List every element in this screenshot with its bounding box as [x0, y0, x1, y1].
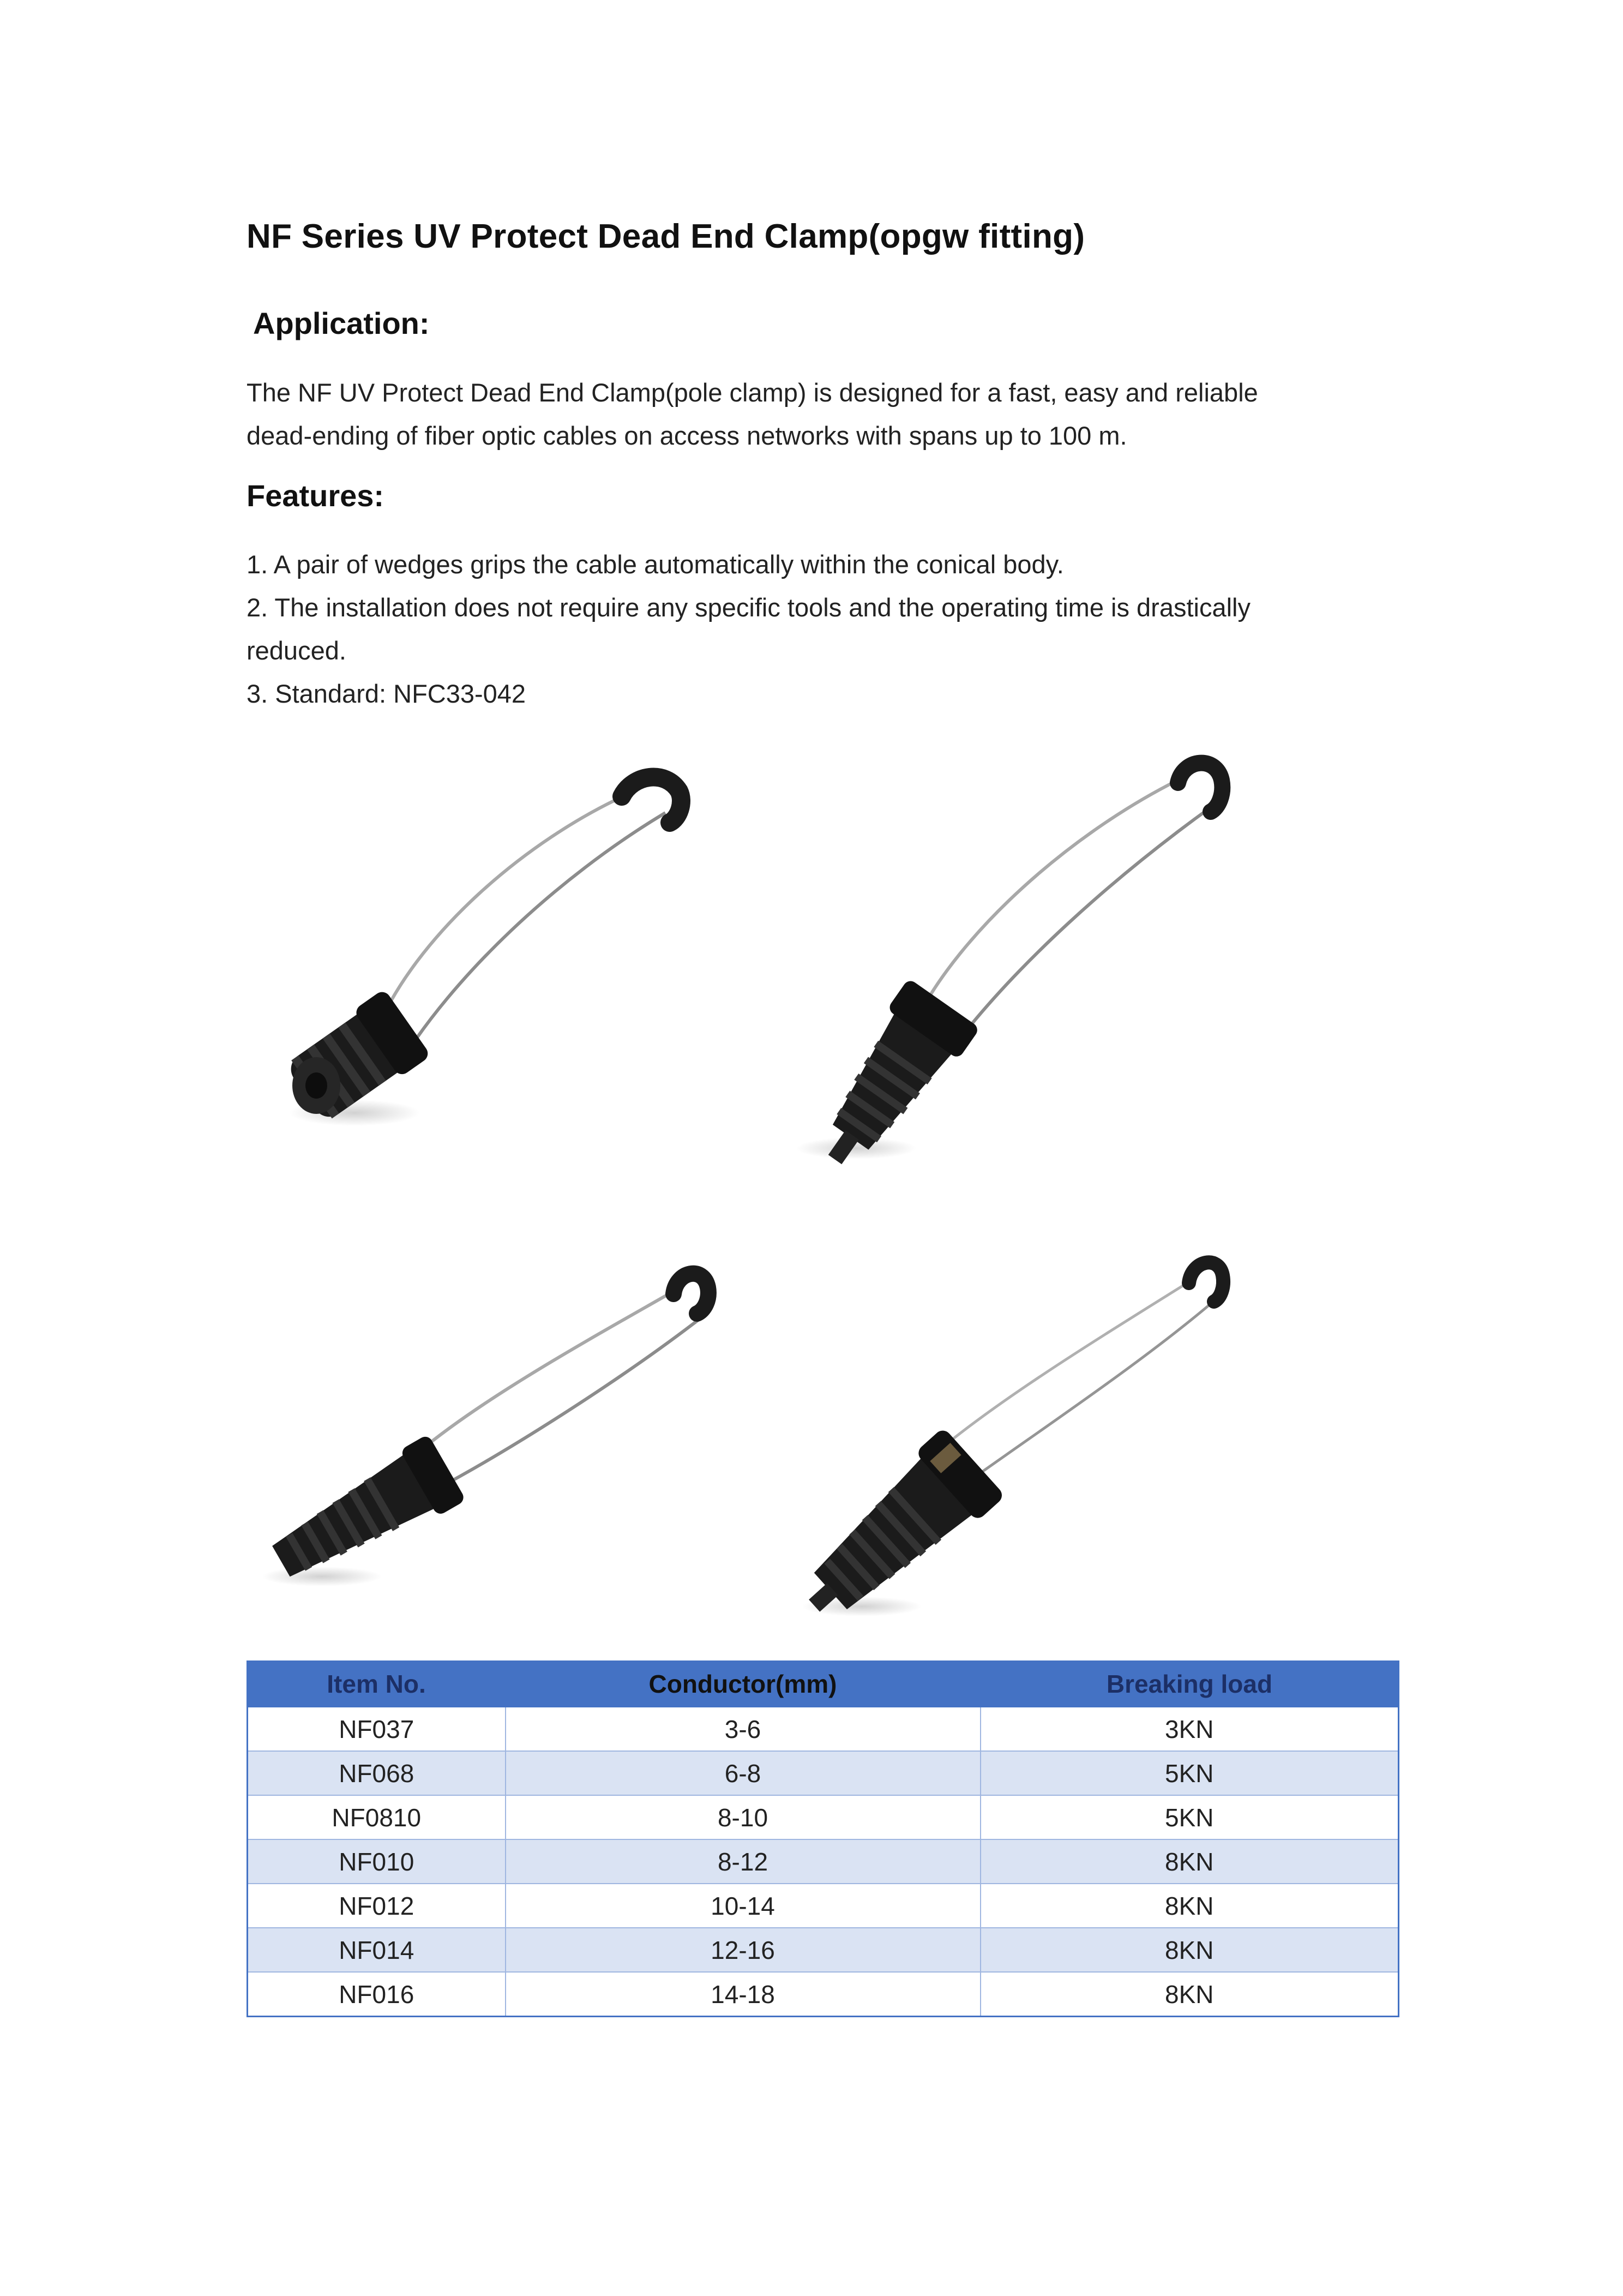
table-row	[248, 1972, 1399, 2017]
page-title: NF Series UV Protect Dead End Clamp(opgw fitting)	[247, 218, 1085, 255]
cell-conductor: 6-8	[506, 1751, 981, 1795]
cell-conductor: 8-12	[506, 1839, 981, 1884]
spec-table	[247, 1660, 1399, 2017]
table-row	[248, 1751, 1399, 1795]
cell-item-no: NF037	[248, 1707, 506, 1752]
feature-item-2-continued: reduced.	[247, 636, 346, 665]
table-row	[248, 1928, 1399, 1972]
feature-item-3: 3. Standard: NFC33-042	[247, 679, 526, 708]
dead-end-clamp-photo-1	[273, 758, 698, 1151]
cell-breaking-load: 8KN	[981, 1972, 1399, 2017]
cell-item-no: NF010	[248, 1839, 506, 1884]
table-row	[248, 1884, 1399, 1928]
column-header-item-no: Item No.	[248, 1662, 506, 1707]
application-text-line-2: dead-ending of fiber optic cables on access networks with spans up to 100 m.	[247, 421, 1127, 450]
column-header-breaking-load: Breaking load	[981, 1662, 1399, 1707]
cell-conductor: 8-10	[506, 1795, 981, 1839]
table-row	[248, 1795, 1399, 1839]
cell-breaking-load: 5KN	[981, 1795, 1399, 1839]
cell-breaking-load: 3KN	[981, 1707, 1399, 1752]
feature-item-2: 2. The installation does not require any specific tools and the operating time is drastically	[247, 593, 1251, 622]
application-text-line-1: The NF UV Protect Dead End Clamp(pole clamp) is designed for a fast, easy and reliable	[247, 378, 1258, 407]
table-header-row	[248, 1662, 1399, 1707]
dead-end-clamp-photo-3	[256, 1249, 720, 1598]
column-header-conductor: Conductor(mm)	[506, 1662, 981, 1707]
cell-item-no: NF068	[248, 1751, 506, 1795]
cell-conductor: 14-18	[506, 1972, 981, 2017]
cell-item-no: NF016	[248, 1972, 506, 2017]
cell-breaking-load: 5KN	[981, 1751, 1399, 1795]
cell-breaking-load: 8KN	[981, 1839, 1399, 1884]
feature-item-1: 1. A pair of wedges grips the cable automatically within the conical body.	[247, 550, 1064, 579]
dead-end-clamp-photo-4	[785, 1244, 1233, 1626]
cell-item-no: NF012	[248, 1884, 506, 1928]
cell-conductor: 12-16	[506, 1928, 981, 1972]
cell-item-no: NF0810	[248, 1795, 506, 1839]
cell-breaking-load: 8KN	[981, 1928, 1399, 1972]
application-heading: Application:	[253, 306, 430, 340]
cell-conductor: 3-6	[506, 1707, 981, 1752]
cell-breaking-load: 8KN	[981, 1884, 1399, 1928]
features-heading: Features:	[247, 478, 384, 513]
table-row	[248, 1839, 1399, 1884]
table-row	[248, 1707, 1399, 1752]
dead-end-clamp-photo-2	[785, 747, 1233, 1173]
cell-item-no: NF014	[248, 1928, 506, 1972]
cell-conductor: 10-14	[506, 1884, 981, 1928]
